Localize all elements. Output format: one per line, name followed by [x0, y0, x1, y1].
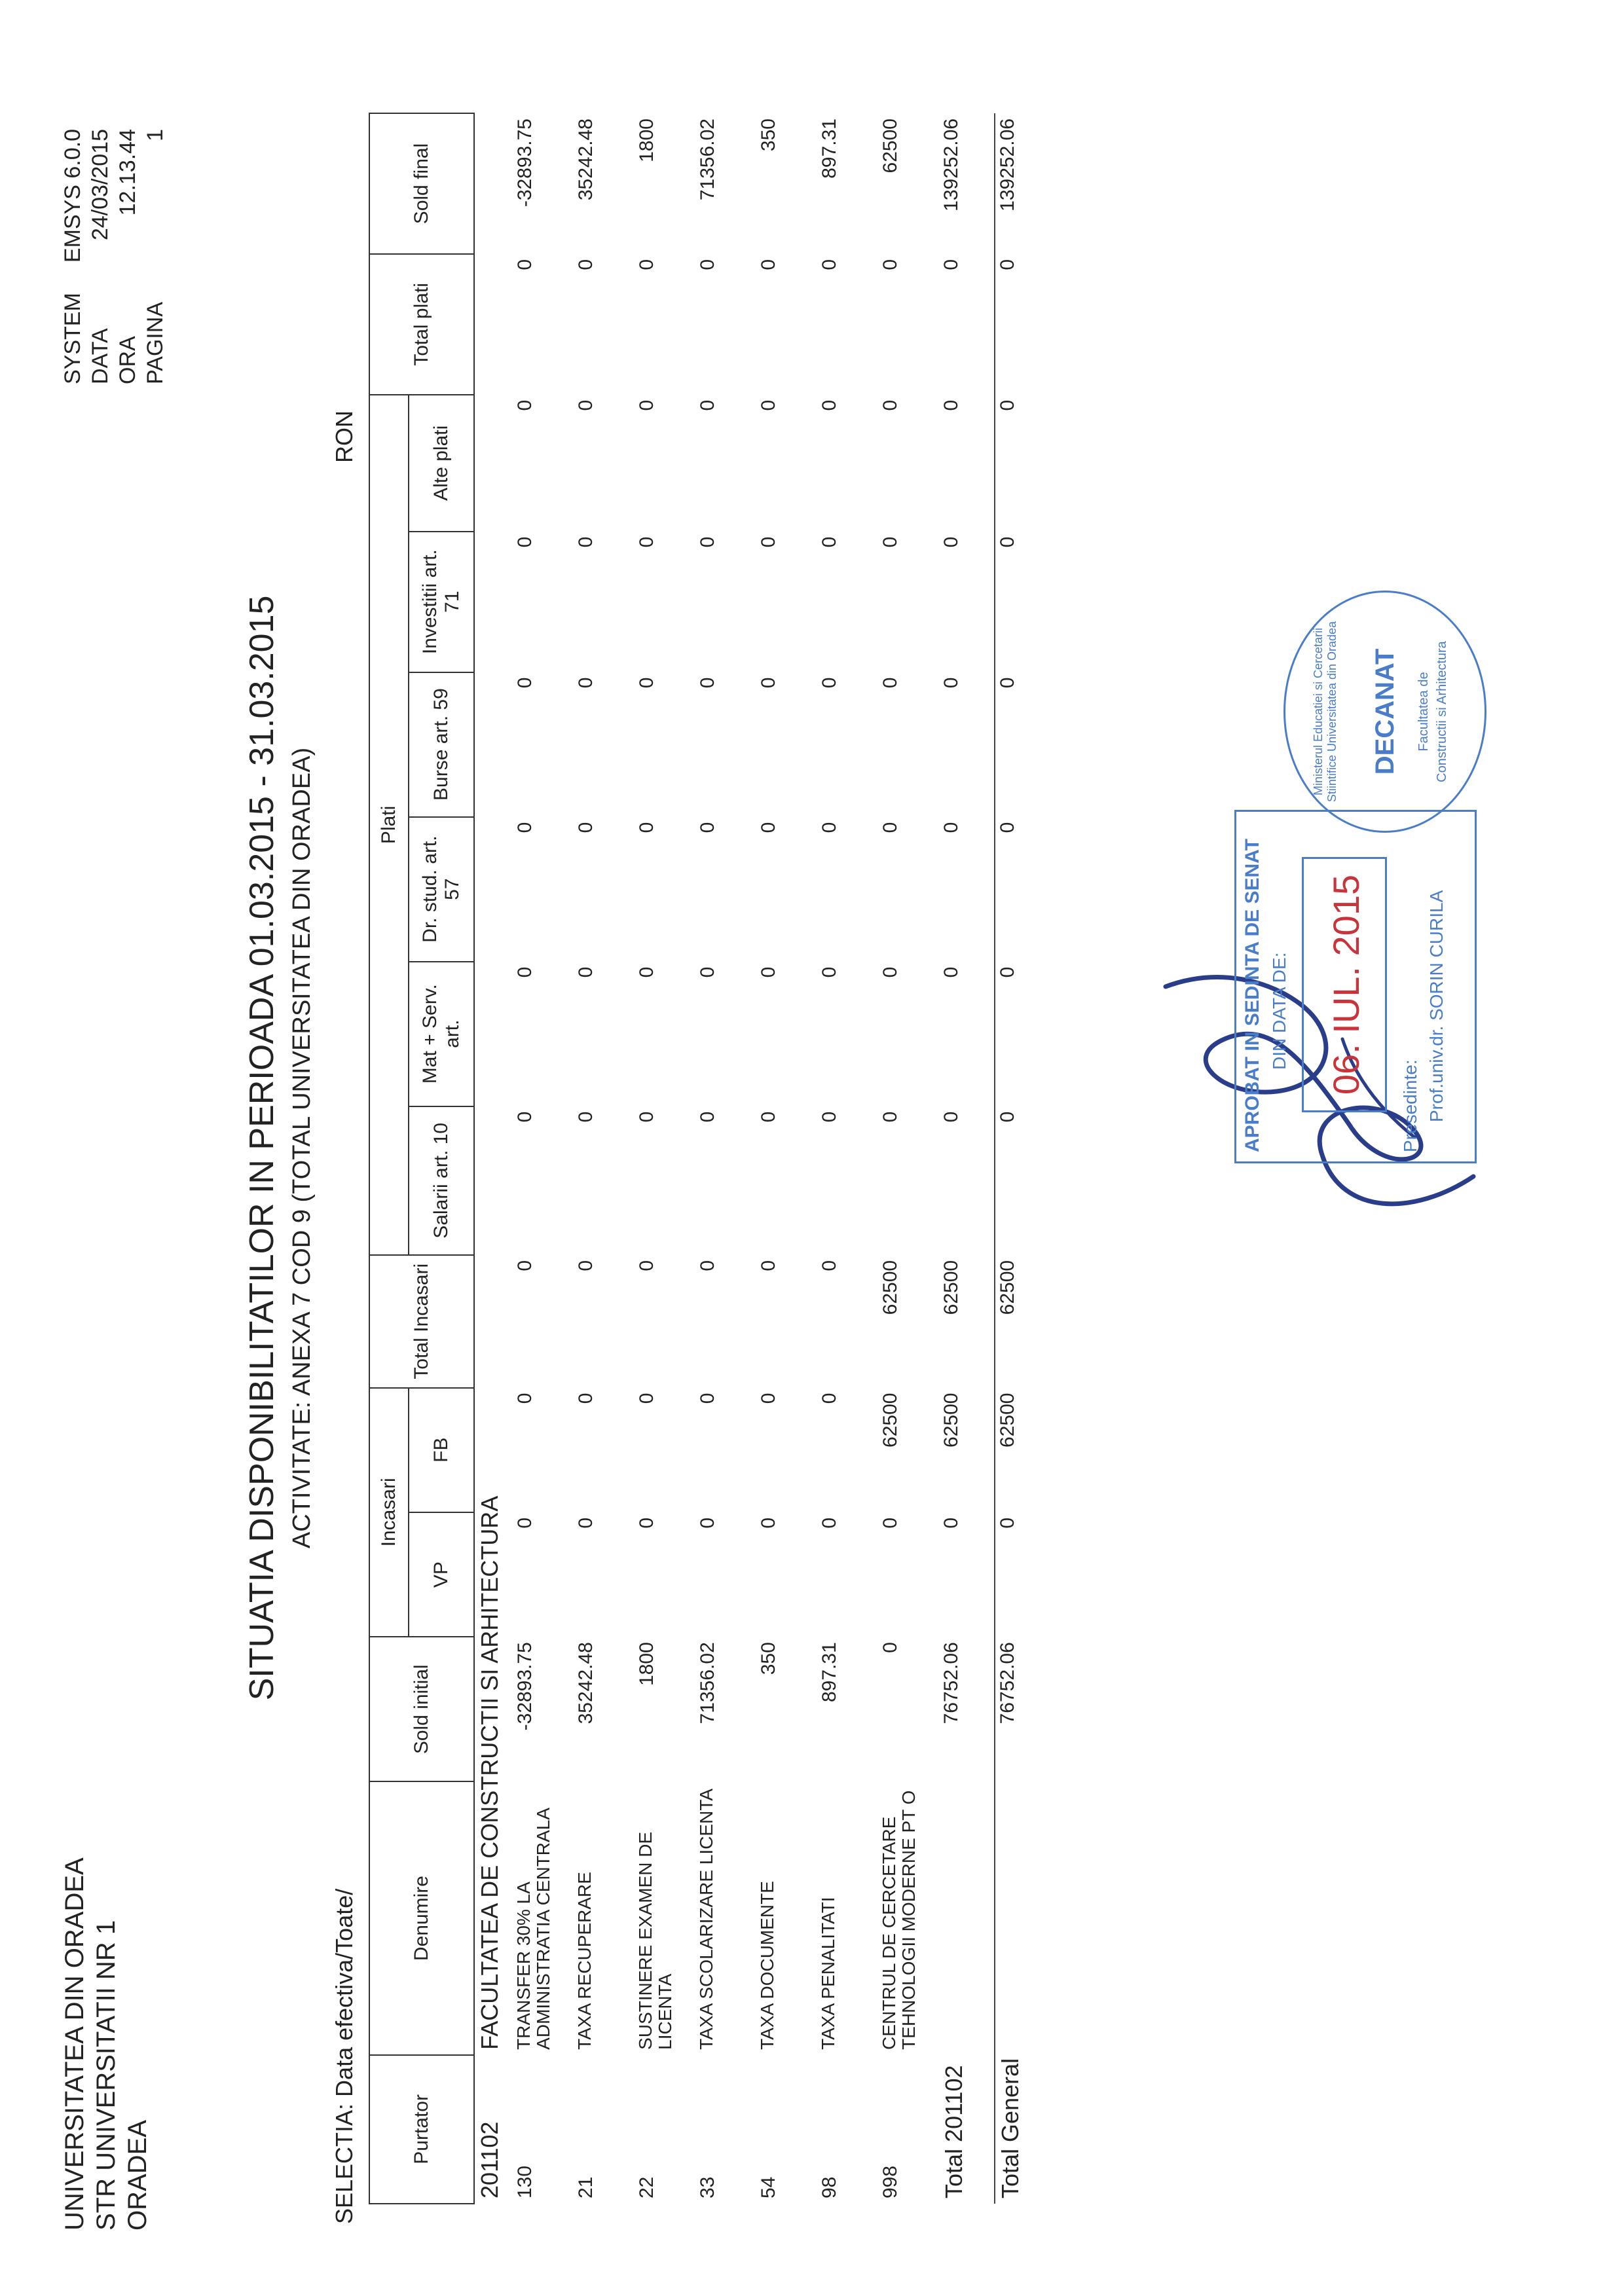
row-alte-plati: 0 — [636, 399, 657, 411]
row-vp: 0 — [575, 1517, 597, 1529]
system-value: EMSYS 6.0.0 — [60, 129, 85, 263]
row-investitii: 0 — [758, 536, 779, 548]
row-dr-stud: 0 — [697, 822, 718, 833]
total-general-sold-initial: 76752.06 — [995, 1637, 1057, 1781]
subtotal-sold-initial: 76752.06 — [940, 1642, 962, 1724]
col-salarii: Salarii art. 10 — [409, 1106, 474, 1255]
total-general-mat-serv: 0 — [995, 962, 1057, 1106]
pagina-label: PAGINA — [143, 302, 168, 384]
row-investitii: 0 — [879, 536, 901, 548]
group-name: FACULTATEA DE CONSTRUCTII SI ARHITECTURA — [476, 1495, 503, 2050]
system-info-block — [59, 129, 169, 384]
row-total-plati: 0 — [758, 259, 779, 270]
row-denumire: TAXA SCOLARIZARE LICENTA — [696, 1788, 716, 2050]
col-investitii: Investitii art. 71 — [409, 532, 474, 672]
table-row — [635, 113, 695, 2204]
group-code: 201102 — [476, 2121, 503, 2198]
subtotal-investitii: 0 — [940, 536, 962, 548]
row-salarii: 0 — [819, 1111, 840, 1123]
col-burse: Burse art. 59 — [409, 672, 474, 817]
row-sold-final: 1800 — [636, 118, 657, 162]
approval-line1: APROBAT IN SEDINTA DE SENAT — [1242, 839, 1263, 1152]
row-mat-serv: 0 — [758, 966, 779, 978]
row-salarii: 0 — [575, 1111, 597, 1123]
row-salarii: 0 — [697, 1111, 718, 1123]
row-mat-serv: 0 — [697, 966, 718, 978]
row-denumire: CENTRUL DE CERCETARE TEHNOLOGII MODERNE PT O — [879, 1790, 919, 2050]
row-sold-final: -32893.75 — [514, 118, 536, 208]
row-total-plati: 0 — [697, 259, 718, 270]
row-alte-plati: 0 — [697, 399, 718, 411]
row-sold-initial: -32893.75 — [514, 1642, 536, 1731]
disponibilitati-table — [369, 113, 1057, 2204]
row-fb: 0 — [758, 1393, 779, 1404]
row-denumire: TAXA PENALITATI — [818, 1897, 838, 2050]
col-sold-initial: Sold initial — [369, 1637, 474, 1781]
col-fb: FB — [409, 1388, 474, 1512]
subtotal-label: Total 201102 — [940, 2065, 967, 2198]
row-burse: 0 — [697, 677, 718, 689]
approval-line2: DIN DATA DE: — [1269, 952, 1289, 1070]
row-mat-serv: 0 — [575, 966, 597, 978]
row-sold-final: 35242.48 — [575, 118, 597, 201]
row-mat-serv: 0 — [514, 966, 536, 978]
row-investitii: 0 — [819, 536, 840, 548]
subtotal-total-plati: 0 — [940, 259, 962, 270]
row-investitii: 0 — [636, 536, 657, 548]
subtotal-mat-serv: 0 — [940, 966, 962, 978]
row-purtator: 54 — [758, 2176, 779, 2198]
senate-approval-stamp — [1234, 810, 1477, 1163]
row-salarii: 0 — [636, 1111, 657, 1123]
stamp-bottom-line1: Facultatea de — [1416, 672, 1431, 752]
col-denumire: Denumire — [369, 1781, 474, 2055]
row-alte-plati: 0 — [575, 399, 597, 411]
total-general-total-incasari: 62500 — [995, 1255, 1057, 1388]
row-denumire: TRANSFER 30% LA ADMINISTRATIA CENTRALA — [513, 1808, 553, 2050]
institution-name: UNIVERSITATEA DIN ORADEA — [60, 1857, 89, 2231]
stamp-bottom-line2: Constructii si Arhitectura — [1435, 641, 1449, 782]
col-incasari-group: Incasari — [369, 1388, 409, 1637]
subtotal-vp: 0 — [940, 1517, 962, 1529]
row-alte-plati: 0 — [514, 399, 536, 411]
total-general-label: Total General — [995, 1781, 1057, 2204]
row-sold-initial: 897.31 — [819, 1642, 840, 1702]
row-fb: 0 — [697, 1393, 718, 1404]
row-dr-stud: 0 — [575, 822, 597, 833]
row-burse: 0 — [879, 677, 901, 689]
row-sold-initial: 0 — [879, 1642, 901, 1653]
col-alte-plati: Alte plati — [409, 395, 474, 532]
table-row — [756, 113, 817, 2204]
row-vp: 0 — [514, 1517, 536, 1529]
row-denumire: TAXA RECUPERARE — [574, 1872, 595, 2050]
row-sold-final: 62500 — [879, 118, 901, 173]
row-investitii: 0 — [514, 536, 536, 548]
col-vp: VP — [409, 1512, 474, 1637]
table-row — [695, 113, 756, 2204]
total-general-vp: 0 — [995, 1512, 1057, 1637]
subtotal-burse: 0 — [940, 677, 962, 689]
system-label: SYSTEM — [60, 293, 85, 384]
row-dr-stud: 0 — [636, 822, 657, 833]
subtotal-alte-plati: 0 — [940, 399, 962, 411]
col-purtator: Purtator — [369, 2055, 474, 2204]
total-general-dr-stud: 0 — [995, 817, 1057, 962]
row-burse: 0 — [819, 677, 840, 689]
row-total-incasari: 0 — [819, 1260, 840, 1271]
row-alte-plati: 0 — [879, 399, 901, 411]
row-vp: 0 — [879, 1517, 901, 1529]
row-salarii: 0 — [514, 1111, 536, 1123]
row-total-incasari: 0 — [514, 1260, 536, 1271]
ora-value: 12.13.44 — [115, 129, 140, 216]
subtotal-total-incasari: 62500 — [940, 1260, 962, 1315]
row-fb: 0 — [514, 1393, 536, 1404]
subtotal-dr-stud: 0 — [940, 822, 962, 833]
pagina-value: 1 — [143, 129, 168, 141]
row-burse: 0 — [575, 677, 597, 689]
institution-city: ORADEA — [123, 2120, 152, 2231]
total-general-fb: 62500 — [995, 1388, 1057, 1512]
total-general-total-plati: 0 — [995, 254, 1057, 395]
table-row — [878, 113, 939, 2204]
approval-date: 06. IUL. 2015 — [1302, 857, 1387, 1112]
row-vp: 0 — [636, 1517, 657, 1529]
row-sold-initial: 71356.02 — [697, 1642, 718, 1724]
approval-president-label: Presedinte: — [1400, 1059, 1420, 1152]
row-dr-stud: 0 — [514, 822, 536, 833]
row-total-plati: 0 — [575, 259, 597, 270]
table-row — [574, 113, 635, 2204]
ora-label: ORA — [115, 336, 140, 384]
currency-label: RON — [331, 410, 358, 463]
row-dr-stud: 0 — [819, 822, 840, 833]
subtotal-fb: 62500 — [940, 1393, 962, 1448]
institution-block — [59, 1857, 153, 2231]
row-total-plati: 0 — [636, 259, 657, 270]
row-investitii: 0 — [575, 536, 597, 548]
row-purtator: 998 — [879, 2165, 901, 2198]
row-fb: 0 — [636, 1393, 657, 1404]
col-plati-group: Plati — [369, 395, 409, 1255]
row-denumire: TAXA DOCUMENTE — [757, 1881, 777, 2050]
institution-street: STR UNIVERSITATII NR 1 — [92, 1920, 120, 2231]
table-row — [817, 113, 878, 2204]
data-label: DATA — [88, 328, 113, 384]
row-dr-stud: 0 — [879, 822, 901, 833]
subtotal-row — [939, 113, 995, 2204]
row-total-plati: 0 — [514, 259, 536, 270]
row-salarii: 0 — [758, 1111, 779, 1123]
col-total-plati: Total plati — [369, 254, 474, 395]
total-general-sold-final: 139252.06 — [995, 113, 1057, 254]
data-value: 24/03/2015 — [88, 129, 113, 241]
row-fb: 62500 — [879, 1393, 901, 1448]
row-purtator: 98 — [819, 2176, 840, 2198]
stamp-ring-text: Ministerul Educatiei si Cercetarii Stiintifice Universitatea din Oradea — [1312, 621, 1338, 803]
row-vp: 0 — [758, 1517, 779, 1529]
row-sold-final: 897.31 — [819, 118, 840, 179]
total-general-alte-plati: 0 — [995, 395, 1057, 532]
row-total-incasari: 0 — [636, 1260, 657, 1271]
row-investitii: 0 — [697, 536, 718, 548]
row-sold-final: 350 — [758, 118, 779, 152]
row-mat-serv: 0 — [819, 966, 840, 978]
row-vp: 0 — [697, 1517, 718, 1529]
row-alte-plati: 0 — [758, 399, 779, 411]
group-row — [474, 113, 513, 2204]
decanat-round-stamp — [1283, 591, 1486, 833]
row-burse: 0 — [514, 677, 536, 689]
row-salarii: 0 — [879, 1111, 901, 1123]
row-sold-initial: 350 — [758, 1642, 779, 1675]
row-dr-stud: 0 — [758, 822, 779, 833]
col-total-incasari: Total Incasari — [369, 1255, 474, 1388]
row-total-incasari: 62500 — [879, 1260, 901, 1315]
row-sold-final: 71356.02 — [697, 118, 718, 201]
row-mat-serv: 0 — [636, 966, 657, 978]
row-denumire: SUSTINERE EXAMEN DE LICENTA — [635, 1831, 675, 2050]
total-general-investitii: 0 — [995, 532, 1057, 672]
row-total-incasari: 0 — [697, 1260, 718, 1271]
row-purtator: 33 — [697, 2176, 718, 2198]
report-title: SITUATIA DISPONIBILITATILOR IN PERIOADA 01.03.2015 - 31.03.2015 — [243, 595, 281, 1701]
col-dr-stud: Dr. stud. art. 57 — [409, 817, 474, 962]
col-mat-serv: Mat + Serv. art. — [409, 962, 474, 1106]
data-rows — [513, 113, 939, 2204]
approval-president-name: Prof.univ.dr. SORIN CURILA — [1426, 890, 1447, 1122]
selection-criteria: SELECTIA: Data efectiva/Toate/ — [331, 1888, 358, 2224]
row-total-plati: 0 — [819, 259, 840, 270]
subtotal-sold-final: 139252.06 — [940, 118, 962, 211]
row-vp: 0 — [819, 1517, 840, 1529]
row-total-incasari: 0 — [758, 1260, 779, 1271]
total-general-salarii: 0 — [995, 1106, 1057, 1255]
stamp-center-text: DECANAT — [1371, 648, 1399, 775]
col-sold-final: Sold final — [369, 113, 474, 254]
row-burse: 0 — [758, 677, 779, 689]
report-subtitle: ACTIVITATE: ANEXA 7 COD 9 (TOTAL UNIVERSITATEA DIN ORADEA) — [288, 747, 316, 1549]
row-total-incasari: 0 — [575, 1260, 597, 1271]
total-general-burse: 0 — [995, 672, 1057, 817]
row-total-plati: 0 — [879, 259, 901, 270]
total-general-row — [995, 113, 1057, 2204]
row-burse: 0 — [636, 677, 657, 689]
row-purtator: 22 — [636, 2176, 657, 2198]
table-row — [513, 113, 574, 2204]
row-mat-serv: 0 — [879, 966, 901, 978]
row-fb: 0 — [575, 1393, 597, 1404]
row-sold-initial: 1800 — [636, 1642, 657, 1686]
row-alte-plati: 0 — [819, 399, 840, 411]
row-purtator: 130 — [514, 2165, 536, 2198]
row-sold-initial: 35242.48 — [575, 1642, 597, 1724]
row-fb: 0 — [819, 1393, 840, 1404]
subtotal-salarii: 0 — [940, 1111, 962, 1123]
row-purtator: 21 — [575, 2176, 597, 2198]
